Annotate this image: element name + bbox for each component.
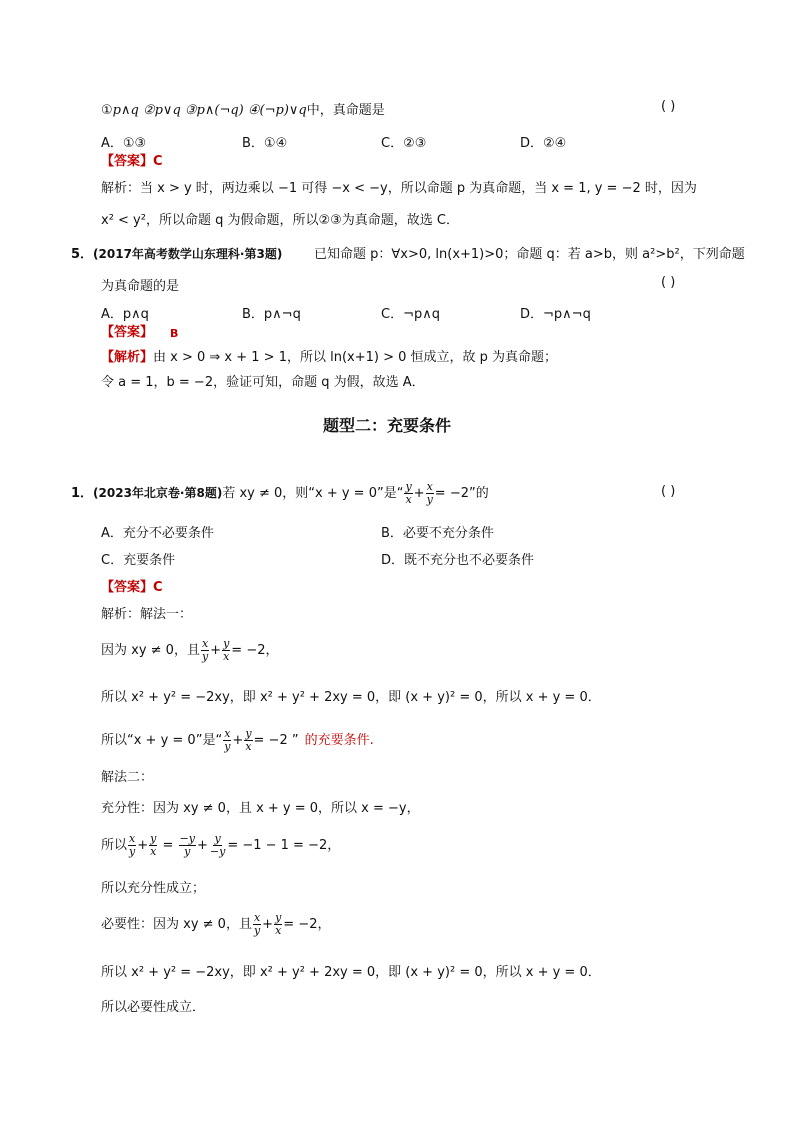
q1-plus: +: [413, 486, 425, 501]
frac-num: −y: [179, 832, 195, 845]
q5-option-a: A．p∧q: [101, 307, 149, 322]
q5-answer: [101, 321, 153, 340]
q4-option-b: B．①④: [242, 136, 288, 151]
frac-num: x: [253, 911, 261, 924]
section-title: 题型二：充要条件: [323, 416, 452, 435]
q5-analysis-text1: 由 x > 0 ⇒ x + 1 > 1，所以 ln(x+1) > 0 恒成立，故 p 为真命题；: [153, 350, 558, 365]
q1-method1-title: 解析：解法一：: [101, 607, 193, 622]
q5-analysis-label: 【解析】: [101, 350, 154, 365]
q1-line7-frac1: [253, 912, 261, 937]
q1-line6: 所以充分性成立；: [101, 881, 206, 896]
q1-line1-frac1: [201, 638, 209, 663]
frac-den: x: [245, 740, 252, 753]
q4-answer: [101, 150, 163, 169]
plus-sign: +: [210, 643, 222, 658]
q5-option-b: B．p∧¬q: [242, 307, 301, 322]
q1-frac2-den: y: [426, 493, 433, 506]
frac-den: y: [201, 650, 209, 663]
q1-line3-frac2: [244, 728, 252, 753]
q4-answer-label: 【答案】: [101, 154, 154, 169]
q5-analysis-line2: 令 a = 1，b = −2，验证可知，命题 q 为假，故选 A．: [101, 375, 425, 390]
q5-stem-line1: 已知命题 p：∀x>0, ln(x+1)>0；命题 q：若 a>b，则 a²>b²，下列命题: [314, 247, 745, 262]
q1-line5: 所以 $\frac{x}{y}$ + $\frac{y}{x}$ = $\frac{-y}{y}$ + $\frac{y}{-y}$ = −1 − 1 = −2，: [101, 832, 341, 858]
q1-line5-b: = −1 − 1 = −2，: [227, 838, 341, 853]
q1-number: 1．: [71, 486, 94, 501]
q1-answer-value: C: [153, 580, 163, 595]
frac-den: y: [253, 924, 261, 937]
frac-num: x: [224, 727, 231, 740]
q1-stem-a: 若 xy ≠ 0，则“x + y = 0”是“: [222, 486, 404, 501]
frac-den: y: [224, 740, 231, 753]
q1-paren: ( ): [661, 484, 676, 499]
q1-method2-title: 解法二：: [101, 770, 154, 785]
frac-num: y: [275, 911, 282, 924]
q1-line7-frac2: [274, 912, 282, 937]
plus-sign: +: [262, 917, 274, 932]
q1-line7: [101, 912, 331, 937]
q1-line3-frac1: [223, 728, 231, 753]
frac-num: y: [223, 637, 230, 650]
q4-stem-prefix: ①: [101, 103, 113, 118]
q1-line3-b: = −2 ”: [253, 733, 299, 748]
q1-stem: [71, 481, 489, 506]
frac-num: y: [150, 832, 157, 845]
q5-analysis-line1: [101, 346, 557, 365]
q1-option-c: C．充要条件: [101, 553, 176, 568]
q4-explanation-line1: 解析：当 x > y 时，两边乘以 −1 可得 −x < −y，所以命题 p 为真命题，当 x = 1, y = −2 时，因为: [101, 181, 697, 196]
q4-stem: [101, 99, 385, 118]
q1-line3: [101, 728, 374, 753]
plus-sign: +: [232, 733, 244, 748]
q1-stem-fraction-1: [404, 481, 412, 506]
q5-stem-line2: 为真命题的是: [101, 279, 180, 294]
frac-den: y: [184, 845, 191, 858]
q5-paren: ( ): [661, 275, 676, 290]
q1-frac1-num: y: [405, 480, 412, 493]
q1-line7-a: 必要性：因为 xy ≠ 0，且: [101, 917, 252, 932]
q1-option-a: A．充分不必要条件: [101, 526, 214, 541]
q1-line1-b: = −2，: [231, 643, 279, 658]
q1-line8: 所以 x² + y² = −2xy，即 x² + y² + 2xy = 0，即 (x + y)² = 0，所以 x + y = 0．: [101, 965, 601, 980]
plus-sign: +: [137, 838, 149, 853]
frac-num: y: [214, 832, 221, 845]
q1-line7-b: = −2，: [283, 917, 331, 932]
q1-line1-a: 因为 xy ≠ 0，且: [101, 643, 200, 658]
q4-stem-props: p∧q ②p∨q ③p∧(¬q) ④(¬p)∨q: [112, 103, 307, 118]
q1-answer-label: 【答案】: [101, 580, 154, 595]
q1-line5-frac4: [209, 833, 226, 858]
q4-option-c: C．②③: [381, 136, 427, 151]
q1-line4: 充分性：因为 xy ≠ 0，且 x + y = 0，所以 x = −y，: [101, 801, 420, 816]
q5-source: (2017年高考数学山东理科·第3题): [93, 247, 283, 261]
q1-line5-frac2: [149, 833, 157, 858]
q5-option-d: D．¬p∧¬q: [520, 307, 591, 322]
frac-num: x: [201, 637, 209, 650]
q5-option-c: C．¬p∧q: [381, 307, 440, 322]
q1-line2: 所以 x² + y² = −2xy，即 x² + y² + 2xy = 0，即 (x + y)² = 0，所以 x + y = 0．: [101, 690, 601, 705]
q1-frac2-num: x: [426, 480, 433, 493]
q1-line5-a: 所以: [101, 838, 128, 853]
q4-explanation-line2: x² < y²，所以命题 q 为假命题，所以②③为真命题，故选 C．: [101, 213, 460, 228]
frac-den: x: [150, 845, 157, 858]
frac-num: x: [129, 832, 136, 845]
q5-answer-value: B: [170, 327, 179, 340]
q1-source: (2023年北京卷·第8题): [93, 486, 223, 500]
q1-line3-a: 所以“x + y = 0”是“: [101, 733, 223, 748]
q1-option-b: B．必要不充分条件: [381, 526, 494, 541]
q5-answer-label: 【答案】: [101, 325, 154, 340]
q4-answer-value: C: [153, 154, 163, 169]
frac-den: x: [223, 650, 230, 663]
q1-answer: [101, 576, 163, 595]
q1-line3-c: 的充要条件.: [304, 733, 374, 748]
q4-stem-suffix: 中，真命题是: [306, 103, 385, 118]
q1-stem-b: = −2”的: [434, 486, 489, 501]
q4-option-d: D．②④: [520, 136, 567, 151]
q1-line5-frac3: [179, 833, 196, 858]
frac-num: y: [245, 727, 252, 740]
q1-option-d: D．既不充分也不必要条件: [381, 553, 535, 568]
q1-line9: 所以必要性成立．: [101, 1000, 206, 1015]
frac-den: x: [275, 924, 282, 937]
q1-line1: [101, 638, 279, 663]
q1-frac1-den: x: [405, 493, 412, 506]
q1-stem-fraction-2: [426, 481, 434, 506]
q4-option-a: A．①③: [101, 136, 147, 151]
q1-line1-frac2: [222, 638, 230, 663]
q4-paren: ( ): [661, 99, 676, 114]
frac-den: −y: [209, 845, 226, 858]
q1-line5-frac1: [128, 833, 136, 858]
q5-number: 5．: [71, 247, 94, 262]
q5-head: [71, 243, 282, 262]
frac-den: y: [129, 845, 136, 858]
plus-sign: +: [196, 838, 208, 853]
